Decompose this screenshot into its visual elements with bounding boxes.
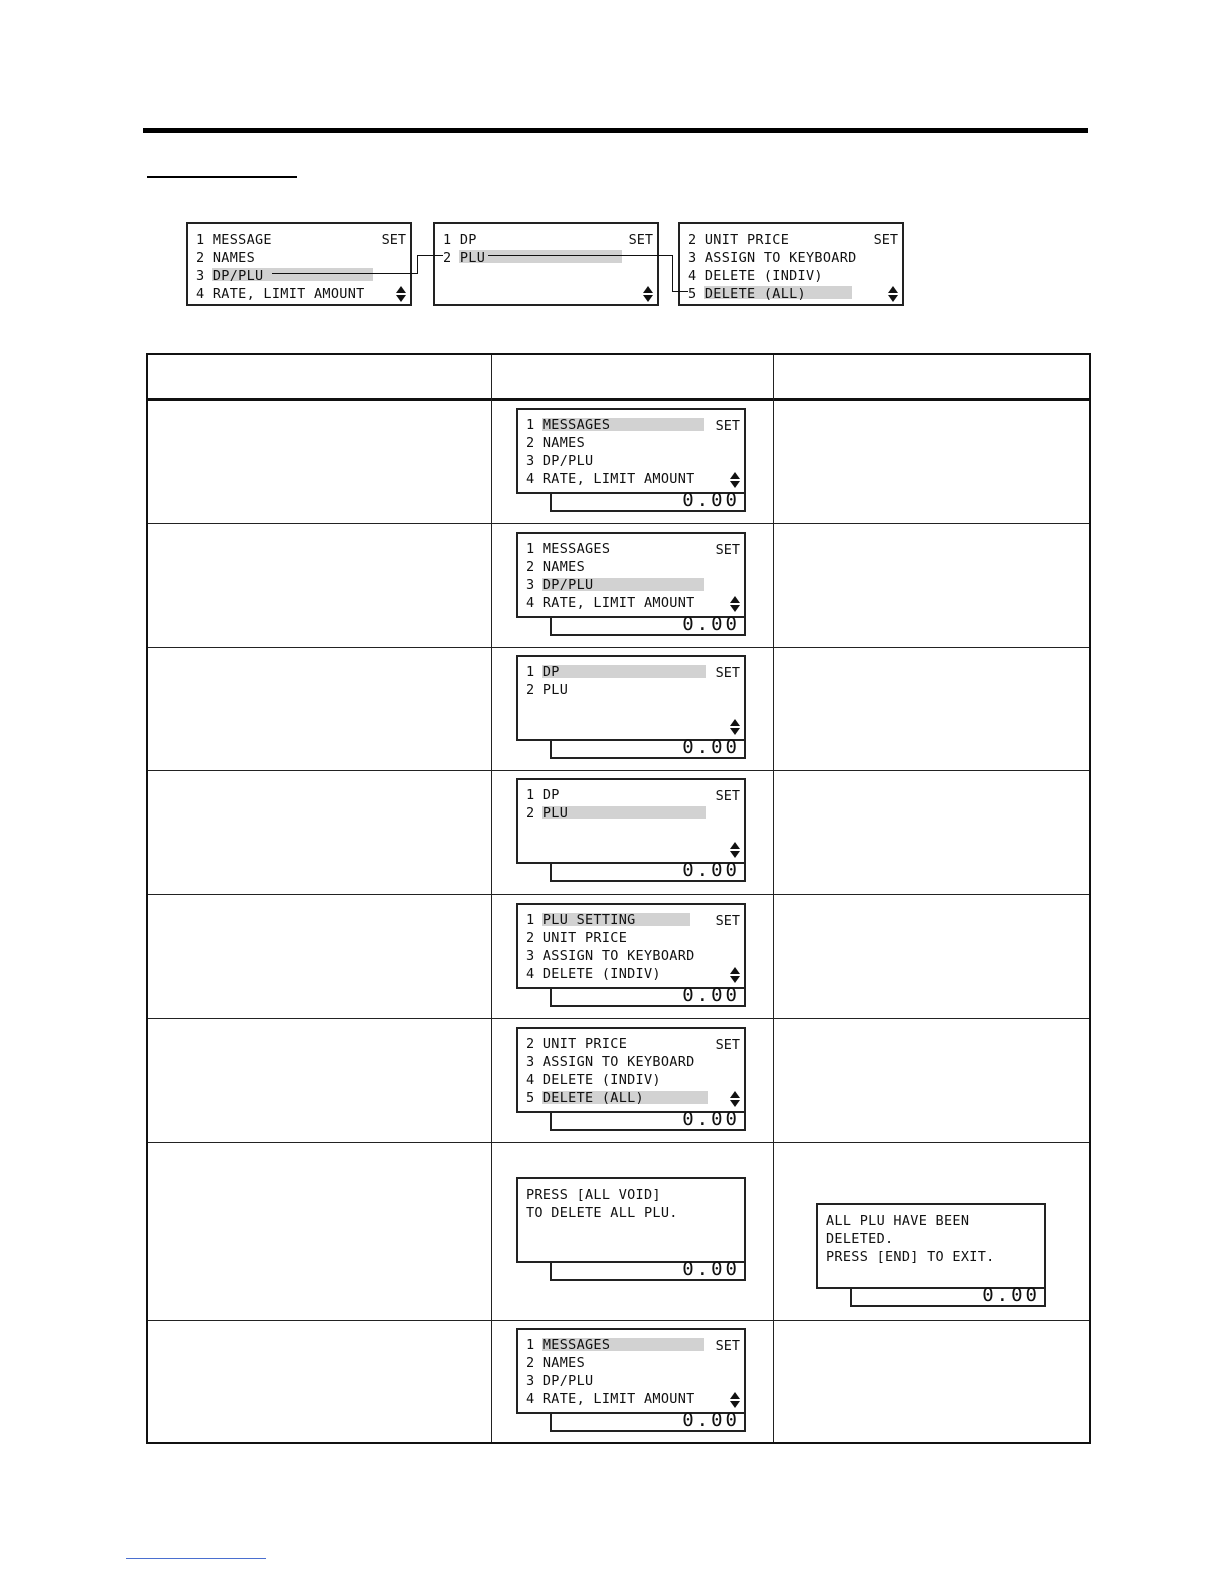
display-step-5 (516, 903, 746, 1009)
amount-display: 0.00 (682, 984, 740, 1006)
connector-line (672, 255, 673, 292)
row-divider (148, 647, 1089, 648)
menu-line: 3 DP/PLU (526, 577, 594, 593)
set-label: SET (715, 1338, 740, 1354)
menu-line: 3 DP/PLU (526, 1373, 594, 1389)
menu-line: 2 UNIT PRICE (526, 1036, 628, 1052)
menu-line: 3 DP/PLU (526, 453, 594, 469)
menu-line: 4 RATE, LIMIT AMOUNT (526, 1391, 695, 1407)
top-rule (143, 128, 1088, 133)
display-step-2 (516, 532, 746, 638)
flow-screen-main-menu (186, 222, 412, 306)
set-label: SET (715, 665, 740, 681)
menu-line: 2 UNIT PRICE (526, 930, 628, 946)
menu-line: 1 MESSAGES (526, 417, 611, 433)
scroll-arrows-icon (643, 286, 653, 302)
menu-line: 2 PLU (443, 250, 486, 266)
menu-line: 2 PLU (526, 805, 569, 821)
flow-screen-plu-menu (678, 222, 904, 306)
set-label: SET (381, 232, 406, 248)
menu-line: 4 RATE, LIMIT AMOUNT (196, 286, 365, 302)
menu-line: 5 DELETE (ALL) (526, 1090, 644, 1106)
menu-line: 1 PLU SETTING (526, 912, 636, 928)
menu-line: 5 DELETE (ALL) (688, 286, 806, 302)
scroll-arrows-icon (730, 1091, 740, 1107)
connector-line (417, 255, 443, 256)
set-label: SET (715, 1037, 740, 1053)
connector-line (488, 255, 672, 256)
highlight-bar (542, 665, 706, 678)
set-label: SET (715, 788, 740, 804)
menu-line: 2 NAMES (526, 1355, 585, 1371)
scroll-arrows-icon (730, 719, 740, 735)
menu-line: 3 ASSIGN TO KEYBOARD (688, 250, 857, 266)
menu-line: 3 ASSIGN TO KEYBOARD (526, 948, 695, 964)
menu-line: 1 DP (443, 232, 477, 248)
menu-line: 2 NAMES (526, 559, 585, 575)
header-separator (148, 398, 1089, 401)
scroll-arrows-icon (730, 472, 740, 488)
menu-line: 2 PLU (526, 682, 569, 698)
amount-display: 0.00 (682, 859, 740, 881)
menu-line: 4 DELETE (INDIV) (688, 268, 823, 284)
menu-line: 1 DP (526, 787, 560, 803)
scroll-arrows-icon (396, 286, 406, 302)
scroll-arrows-icon (730, 596, 740, 612)
row-divider (148, 894, 1089, 895)
display-step-6 (516, 1027, 746, 1133)
amount-display: 0.00 (682, 1258, 740, 1280)
scroll-arrows-icon (730, 967, 740, 983)
display-step-1 (516, 408, 746, 514)
amount-display: 0.00 (682, 736, 740, 758)
set-label: SET (715, 913, 740, 929)
menu-line: 4 RATE, LIMIT AMOUNT (526, 471, 695, 487)
connector-line (417, 255, 418, 274)
row-divider (148, 770, 1089, 771)
menu-line: 4 DELETE (INDIV) (526, 966, 661, 982)
flow-screen-dp-plu (433, 222, 659, 306)
display-step-4 (516, 778, 746, 884)
row-divider (148, 523, 1089, 524)
result-line: ALL PLU HAVE BEEN (826, 1213, 970, 1229)
set-label: SET (715, 542, 740, 558)
amount-display: 0.00 (682, 1409, 740, 1431)
row-divider (148, 1018, 1089, 1019)
scroll-arrows-icon (730, 1392, 740, 1408)
menu-line: 1 MESSAGES (526, 1337, 611, 1353)
menu-line: 3 ASSIGN TO KEYBOARD (526, 1054, 695, 1070)
menu-line: 1 MESSAGE (196, 232, 272, 248)
menu-line: 1 MESSAGES (526, 541, 611, 557)
column-divider (773, 355, 774, 1442)
amount-display: 0.00 (982, 1284, 1040, 1306)
row-divider (148, 1142, 1089, 1143)
set-label: SET (715, 418, 740, 434)
row-divider (148, 1320, 1089, 1321)
connector-line (672, 291, 688, 292)
menu-line: 2 NAMES (526, 435, 585, 451)
section-underline (147, 176, 297, 178)
connector-line (272, 273, 417, 274)
result-line: PRESS [END] TO EXIT. (826, 1249, 995, 1265)
amount-display: 0.00 (682, 613, 740, 635)
menu-line: 3 DP/PLU (196, 268, 264, 284)
display-step-3 (516, 655, 746, 761)
result-line: DELETED. (826, 1231, 894, 1247)
menu-line: 1 DP (526, 664, 560, 680)
footer-link-underline (126, 1558, 266, 1559)
display-step-8 (516, 1328, 746, 1434)
display-step-7 (516, 1177, 746, 1283)
menu-line: 4 RATE, LIMIT AMOUNT (526, 595, 695, 611)
menu-line: 2 UNIT PRICE (688, 232, 790, 248)
prompt-line: TO DELETE ALL PLU. (526, 1205, 678, 1221)
amount-display: 0.00 (682, 1108, 740, 1130)
set-label: SET (873, 232, 898, 248)
prompt-line: PRESS [ALL VOID] (526, 1187, 661, 1203)
display-delete-result (816, 1203, 1046, 1309)
scroll-arrows-icon (730, 842, 740, 858)
amount-display: 0.00 (682, 489, 740, 511)
scroll-arrows-icon (888, 286, 898, 302)
column-divider (491, 355, 492, 1442)
set-label: SET (628, 232, 653, 248)
menu-line: 2 NAMES (196, 250, 255, 266)
menu-line: 4 DELETE (INDIV) (526, 1072, 661, 1088)
